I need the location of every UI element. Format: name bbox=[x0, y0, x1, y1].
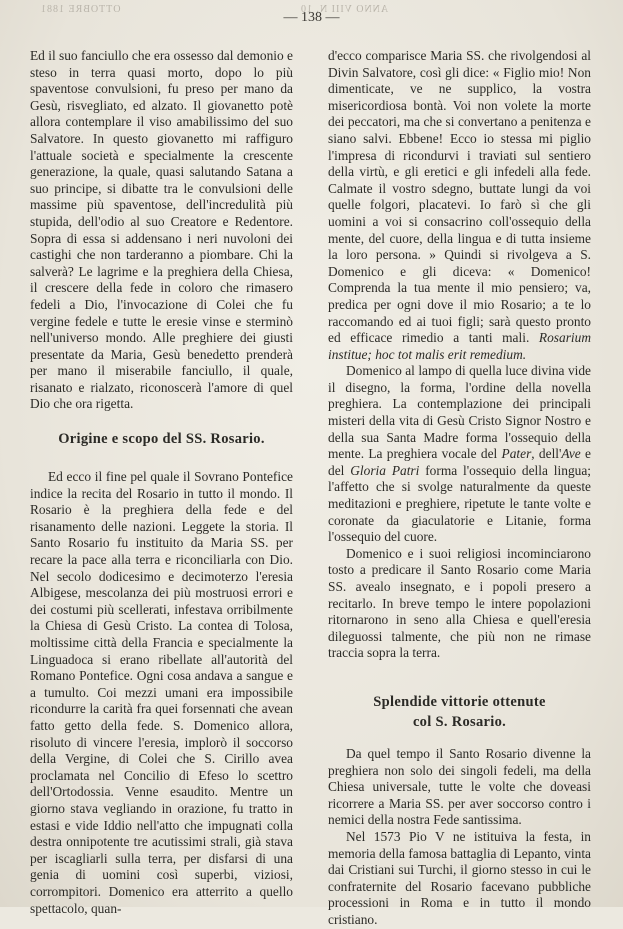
text-run: forma l'ossequio della lingua; l'affetto che si svolge naturalmente da queste meditazioni e preghiere, ripetute le tante volte e coronate da giaculatorie e Litanie, forma l'ossequio del cuore. bbox=[328, 462, 591, 545]
left-column bbox=[30, 48, 293, 917]
paragraph-predicazione: Domenico e i suoi religiosi incominciarono tosto a predicare il Santo Rosario come Maria SS. avealo insegnato, e i popoli presero a recitarlo. In breve tempo le intere popolazioni ritornarono in seno alla Chiesa e quell'eresia dileguossi talmente, che più non ne rimase traccia sopra la terra. bbox=[328, 545, 591, 661]
maria-speech-text: d'ecco comparisce Maria SS. che rivolgendosi al Divin Salvatore, così gli dice: « Figlio mio! Non dimenticate, ve ne supplico, la vostra misericordiosa bontà. Voi non volete la morte dei peccatori, ma che si convertano a penitenza e siano salvi. Ebbene! Ecco io stessa mi piglio l'impresa di ricondurvi i traviati sul sentiero della virtù, e gli eretici e gli infedeli alla fede. Calmate il vostro sdegno, buttate lungi da voi quelle folgori, placatevi. Io farò sì che gli uomini a voi si consacrino coll'ossequio della mente, del cuore, della lingua e di tutta insieme la loro persona. » Quindi si rivolgeva a S. Domenico e gli diceva: « Domenico! Comprenda la tua mente il mio pensiero; va, predica per ogni dove il mio Rosario; a te lo raccomando ed ai tuoi figli; sarà questo pronto ed efficace rimedio a tanti mali. bbox=[328, 48, 591, 346]
heading-line-1: Splendide vittorie ottenute bbox=[373, 693, 546, 710]
text-run: e del bbox=[328, 446, 591, 478]
show-through-text-left: OTTOBRE 1881 bbox=[40, 4, 121, 15]
paragraph-fine-rosario: Ed ecco il fine pel quale il Sovrano Pontefice indice la recita del Rosario in tutto il mondo. Il Rosario è la preghiera della fede e del risanamento delle nazioni. Leggete la storia. Il Santo Rosario fu instituito da Maria SS. per recare la pace alla terra e riconciliarla con Dio. Nel secolo dodicesimo e decimoterzo l'eresia Albigese, mescolanza dei più mostruosi errori e dei costumi più scellerati, infestava orribilmente la Chiesa di Gesù Cristo. La contea di Tolosa, moltissime città della Francia e specialmente la Linguadoca si erano ribellate all'autorità del Romano Pontefice. Ogni cosa andava a sangue e a tumulto. Coi mezzi umani era impossibile ricondurre la carità fra quei forsennati che avean fatto getto della fede. S. Domenico allora, risoluto di vincere l'eresia, implorò il soccorso della Vergine, di Colei che S. Cirillo avea proclamata nel Concilio di Efeso lo scettro dell'Ortodossia. Venne esaudito. Mentre un giorno stava vegliando in orazione, fu tratto in estasi e vide Iddio nell'atto che impugnati colla destra onnipotente tre acutissimi strali, già stava per iscagliarli sulla terra, per disfarsi di una genia di uomini così superbi, viziosi, corrompitori. Domenico era atterrito a quello spettacolo, quan- bbox=[30, 469, 293, 916]
section-heading-vittorie bbox=[328, 692, 591, 732]
text-run: Domenico al lampo di quella luce divina vide il disegno, la forma, l'ordine della novella preghiera. La contemplazione dei principali misteri della vita di Gesù Cristo Signor Nostro e della sua Santa Madre forma l'ossequio della mente. La preghiera vocale del bbox=[328, 363, 591, 462]
paragraph-fanciullo: Ed il suo fanciullo che era ossesso dal demonio e steso in terra quasi morto, dopo lo più spaventose convulsioni, fu preso per mano da Gesù, risvegliato, ed alzato. Il giovanetto potè allora contemplare il viso amabilissimo del suo Salvatore. In questo giovanetto mi raffiguro l'attuale società e specialmente la crescente generazione, la quale, quasi salutando Satana a suo principe, si dibatte tra le convulsioni delle massime più spaventose, dell'incredulità più stupida, dell'odio al suo Creatore e Redentore. Sopra di essa si addensano i neri nuvoloni dei castighi che non tarderanno a piombare. Chi la salverà? Le lagrime e la preghiera della Chiesa, il crescere della fede in coloro che rimasero fedeli a Dio, l'invocazione di Colei che fu vergine fedele e tutte le eresie vinse e sterminò nell'universo mondo. Alle preghiere dei giusti presentate da Maria, Gesù benedetto prenderà per mano il miserabile fanciullo, il quale, risanato e rialzato, riconoscerà l'amore di quel Dio che ora rigetta. bbox=[30, 48, 293, 412]
show-through-text-right: ANNO VIII N. 10 bbox=[300, 4, 389, 15]
ave-word: Ave bbox=[561, 446, 581, 462]
pater-word: Pater bbox=[501, 446, 532, 462]
paragraph-lepanto: Nel 1573 Pio V ne istituiva la festa, in memoria della famosa battaglia di Lepanto, vinta dai Cristiani sui Turchi, il giorno stesso in cui le confraternite del Rosario facevano pubbliche processioni in Roma e in tutto il mondo cristiano. bbox=[328, 828, 591, 927]
paragraph-maria-appare bbox=[328, 48, 591, 363]
text-run: , dell' bbox=[531, 446, 562, 462]
heading-line-2: col S. Rosario. bbox=[412, 713, 507, 730]
page-number: — 138 — bbox=[283, 10, 340, 25]
latin-quote: Rosarium institue; hoc tot malis erit remedium. bbox=[328, 330, 591, 362]
paragraph-domenico-disegno bbox=[328, 363, 591, 546]
right-column bbox=[328, 48, 591, 929]
paragraph-preghiera-chiesa: Da quel tempo il Santo Rosario divenne la preghiera non solo dei singoli fedeli, ma della Chiesa universale, tutte le volte che doveasi ricorrere a Maria SS. per aver soccorso contro i nemici della nostra Fede santissima. bbox=[328, 745, 591, 828]
section-heading-origine: Origine e scopo del SS. Rosario. bbox=[58, 431, 265, 448]
gloria-patri-word: Gloria Patri bbox=[350, 462, 420, 478]
